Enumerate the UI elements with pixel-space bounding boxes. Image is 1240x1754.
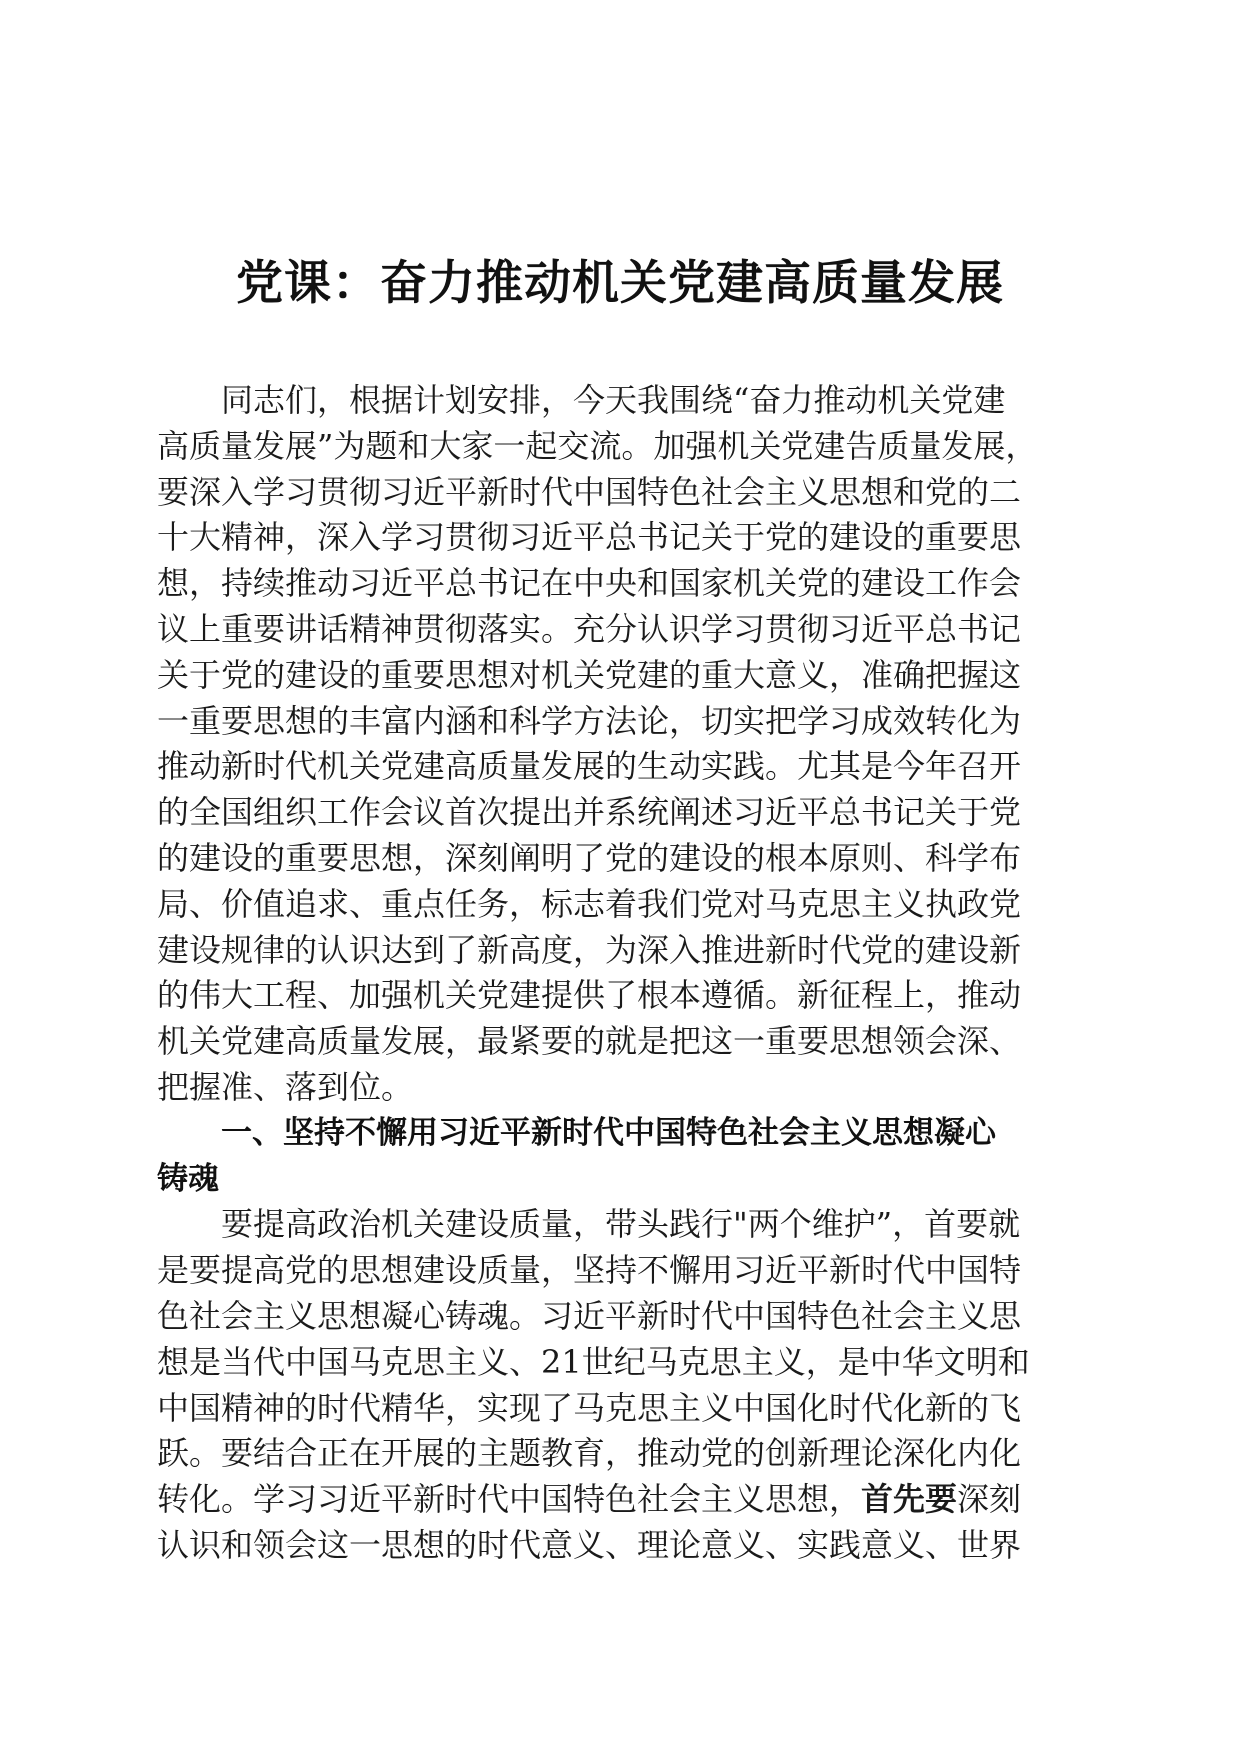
text-line: 跃。要结合正在开展的主题教育，推动党的创新理论深化内化 bbox=[157, 1434, 1022, 1473]
text-segment: 转化。学习习近平新时代中国特色社会主义思想， bbox=[157, 1480, 862, 1519]
text-line: 要深入学习贯彻习近平新时代中国特色社会主义思想和党的二 bbox=[157, 472, 1022, 511]
text-line: 同志们，根据计划安排，今天我围绕“奋力推动机关党建 bbox=[221, 381, 1006, 419]
text-line: 色社会主义思想凝心铸魂。习近平新时代中国特色社会主义思 bbox=[157, 1296, 1022, 1335]
text-line: 十大精神，深入学习贯彻习近平总书记关于党的建设的重要思 bbox=[157, 518, 1022, 557]
text-line: 想，持续推动习近平总书记在中央和国家机关党的建设工作会 bbox=[157, 564, 1022, 603]
text-line: 建设规律的认识达到了新高度，为深入推进新时代党的建设新 bbox=[157, 930, 1022, 969]
text-line: 推动新时代机关党建高质量发展的生动实践。尤其是今年召开 bbox=[157, 747, 1022, 786]
text-line: 是要提高党的思想建设质量，坚持不懈用习近平新时代中国特 bbox=[157, 1251, 1022, 1290]
text-line: 中国精神的时代精华，实现了马克思主义中国化时代化新的飞 bbox=[157, 1388, 1022, 1427]
section-heading-1 bbox=[157, 1111, 1082, 1203]
text-line: 议上重要讲话精神贯彻落实。充分认识学习贯彻习近平总书记 bbox=[157, 609, 1022, 648]
text-line: 的建设的重要思想，深刻阐明了党的建设的根本原则、科学布 bbox=[157, 838, 1022, 877]
text-line: 高质量发展”为题和大家一起交流。加强机关党建告质量发展， bbox=[157, 426, 1038, 465]
document-body bbox=[157, 378, 1082, 1569]
text-line: 一重要思想的丰富内涵和科学方法论，切实把学习成效转化为 bbox=[157, 701, 1022, 740]
text-line: 把握准、落到位。 bbox=[157, 1067, 414, 1106]
text-line-with-emphasis bbox=[157, 1477, 1082, 1523]
paragraph-intro bbox=[157, 378, 1082, 1111]
text-line: 关于党的建设的重要思想对机关党建的重大意义，准确把握这 bbox=[157, 655, 1022, 694]
text-segment: 深刻 bbox=[957, 1480, 1022, 1519]
text-line: 要提高政治机关建设质量，带头践行"两个维护”，首要就 bbox=[221, 1205, 1021, 1244]
text-line: 想是当代中国马克思主义、21世纪马克思主义，是中华文明和 bbox=[157, 1342, 1030, 1381]
document-title: 党课：奋力推动机关党建高质量发展 bbox=[236, 256, 1004, 311]
heading-line: 一、坚持不懈用习近平新时代中国特色社会主义思想凝心 bbox=[221, 1114, 996, 1151]
emphasis-text: 首先要 bbox=[861, 1480, 958, 1519]
text-line: 认识和领会这一思想的时代意义、理论意义、实践意义、世界 bbox=[157, 1525, 1022, 1564]
heading-line: 铸魂 bbox=[157, 1160, 219, 1197]
text-line: 的全国组织工作会议首次提出并系统阐述习近平总书记关于党 bbox=[157, 793, 1022, 832]
text-line: 机关党建高质量发展，最紧要的就是把这一重要思想领会深、 bbox=[157, 1022, 1022, 1061]
text-line: 局、价值追求、重点任务，标志着我们党对马克思主义执政党 bbox=[157, 884, 1022, 923]
text-line: 的伟大工程、加强机关党建提供了根本遵循。新征程上，推动 bbox=[157, 976, 1022, 1015]
paragraph-section-1 bbox=[157, 1202, 1082, 1568]
